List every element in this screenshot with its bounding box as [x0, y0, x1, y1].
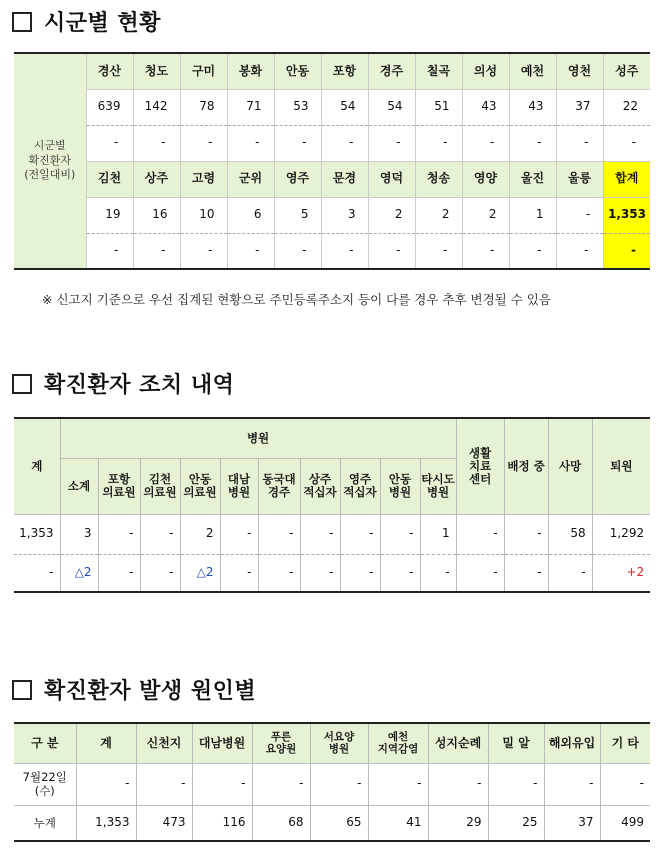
city-change: - [556, 233, 603, 269]
header-line: 의료원 [143, 485, 177, 499]
cell-value: - [380, 514, 420, 554]
cell-change: △2 [180, 554, 220, 592]
row-header-line: 시군별 [33, 138, 66, 152]
city-count: 3 [321, 197, 368, 233]
city-name: 상주 [133, 161, 180, 197]
cell-value: 68 [252, 805, 310, 841]
header-line: 대남병원 [198, 735, 246, 750]
city-change: - [227, 125, 274, 161]
header-discharged: 퇴원 [592, 418, 650, 514]
header-line: 푸른 [270, 730, 292, 743]
header-line: 소계 [67, 478, 91, 493]
header-cause [488, 723, 544, 763]
city-count: 54 [368, 89, 415, 125]
city-name: 예천 [509, 53, 556, 89]
cell-value: 37 [544, 805, 600, 841]
header-hospital-col [258, 458, 300, 514]
city-name: 울진 [509, 161, 556, 197]
city-name: 봉화 [227, 53, 274, 89]
header-cause [544, 723, 600, 763]
city-name: 경산 [86, 53, 133, 89]
header-line: 해외유입 [548, 735, 596, 750]
city-change: - [274, 125, 321, 161]
header-line: 병원 [426, 485, 450, 499]
city-count: 2 [415, 197, 462, 233]
header-cause [136, 723, 192, 763]
header-hospital-col [380, 458, 420, 514]
cell-change: - [220, 554, 258, 592]
city-change: - [415, 233, 462, 269]
header-cause [368, 723, 428, 763]
cell-change: - [258, 554, 300, 592]
header-line: 병원 [388, 485, 412, 499]
cell-value: - [544, 763, 600, 805]
cell-value: - [340, 514, 380, 554]
cell-value: 1,353 [76, 805, 136, 841]
cell-value: - [98, 514, 140, 554]
causes-table [14, 722, 650, 842]
city-name: 영양 [462, 161, 509, 197]
total-change: - [603, 233, 650, 269]
cell-change: - [380, 554, 420, 592]
section-title-region [12, 6, 161, 37]
date-line: (수) [34, 784, 55, 798]
header-line: 영주 [348, 472, 372, 487]
city-count: 5 [274, 197, 321, 233]
city-change: - [603, 125, 650, 161]
city-count: 1 [509, 197, 556, 233]
header-hospital-col [340, 458, 380, 514]
header-line: 상주 [308, 472, 332, 487]
header-line: 센터 [468, 471, 492, 486]
city-count: 19 [86, 197, 133, 233]
city-name: 군위 [227, 161, 274, 197]
city-name: 영덕 [368, 161, 415, 197]
city-change: - [509, 233, 556, 269]
city-name: 영주 [274, 161, 321, 197]
city-count: 78 [180, 89, 227, 125]
cell-value: 1,292 [592, 514, 650, 554]
header-line: 대남 [227, 472, 251, 487]
cell-value: - [192, 763, 252, 805]
cell-value: 3 [60, 514, 98, 554]
city-change: - [133, 125, 180, 161]
cell-value: - [600, 763, 650, 805]
city-name: 김천 [86, 161, 133, 197]
header-hospital-col [300, 458, 340, 514]
cell-value: 473 [136, 805, 192, 841]
header-hospital-col [420, 458, 456, 514]
city-count: 22 [603, 89, 650, 125]
header-line: 밀 알 [502, 735, 530, 750]
city-change: - [509, 125, 556, 161]
cell-value: - [136, 763, 192, 805]
header-living-center [456, 418, 504, 514]
city-change: - [321, 125, 368, 161]
city-count: 51 [415, 89, 462, 125]
row-header-cell [14, 53, 86, 269]
cell-value: - [140, 514, 180, 554]
checkbox-square-icon [12, 374, 32, 394]
city-change: - [415, 125, 462, 161]
header-hospital-col [98, 458, 140, 514]
header-line: 적십자 [303, 485, 337, 499]
city-count: 10 [180, 197, 227, 233]
city-count: 2 [368, 197, 415, 233]
cell-change: - [98, 554, 140, 592]
header-line: 기 타 [611, 735, 639, 750]
section-title-measures [12, 368, 234, 399]
city-count: 639 [86, 89, 133, 125]
header-line: 동국대 [262, 472, 296, 487]
city-count: 6 [227, 197, 274, 233]
city-change: - [368, 125, 415, 161]
cell-value: - [504, 514, 548, 554]
header-line: 안동 [188, 472, 212, 487]
header-line: 안동 [388, 472, 412, 487]
section-title-causes [12, 674, 256, 705]
section-title-text: 확진환자 조치 내역 [44, 373, 235, 398]
city-name: 의성 [462, 53, 509, 89]
header-line: 김천 [148, 472, 172, 487]
cell-value: - [300, 514, 340, 554]
cell-change: - [340, 554, 380, 592]
city-count: 37 [556, 89, 603, 125]
cell-change: - [456, 554, 504, 592]
cell-value: - [220, 514, 258, 554]
total-count: 1,353 [603, 197, 650, 233]
header-line: 신천지 [146, 735, 182, 750]
header-line: 치료 [468, 458, 492, 473]
header-assigning: 배정 중 [504, 418, 548, 514]
header-line: 구 분 [31, 735, 59, 750]
header-line: 생활 [468, 446, 492, 461]
city-count: - [556, 197, 603, 233]
cell-value: 2 [180, 514, 220, 554]
header-line: 포항 [107, 472, 131, 487]
measures-table [14, 417, 650, 593]
city-name: 구미 [180, 53, 227, 89]
city-change: - [462, 233, 509, 269]
row-header-line: (전일대비) [24, 168, 76, 182]
header-hospital-col [180, 458, 220, 514]
row-label-date [14, 763, 76, 805]
city-count: 2 [462, 197, 509, 233]
city-count: 71 [227, 89, 274, 125]
header-hospital-col [140, 458, 180, 514]
cell-change: △2 [60, 554, 98, 592]
header-line: 병원 [227, 485, 251, 499]
cell-value: 25 [488, 805, 544, 841]
header-death: 사망 [548, 418, 592, 514]
city-name: 경주 [368, 53, 415, 89]
header-line: 의료원 [183, 485, 217, 499]
total-header: 합계 [603, 161, 650, 197]
date-line: 7월22일 [22, 769, 67, 784]
checkbox-square-icon [12, 12, 32, 32]
city-count: 16 [133, 197, 180, 233]
header-line: 지역감염 [377, 743, 419, 756]
city-count: 142 [133, 89, 180, 125]
header-line: 타시도 [421, 472, 455, 487]
header-line: 요양원 [265, 743, 297, 756]
header-line: 적십자 [343, 485, 377, 499]
table-row [14, 763, 650, 805]
header-cause [252, 723, 310, 763]
header-line: 의료원 [102, 485, 136, 499]
cell-change: - [140, 554, 180, 592]
cell-value: - [488, 763, 544, 805]
city-change: - [462, 125, 509, 161]
header-line: 서요양 [323, 730, 355, 743]
cell-value: - [456, 514, 504, 554]
city-name: 칠곡 [415, 53, 462, 89]
cell-value: 58 [548, 514, 592, 554]
cell-change: - [14, 554, 60, 592]
cell-change: - [420, 554, 456, 592]
header-total [76, 723, 136, 763]
city-name: 청도 [133, 53, 180, 89]
header-cause [600, 723, 650, 763]
cell-value: - [428, 763, 488, 805]
cell-change: - [300, 554, 340, 592]
cell-value: 116 [192, 805, 252, 841]
city-name: 청송 [415, 161, 462, 197]
row-header-line: 확진환자 [28, 153, 71, 167]
table-row [14, 805, 650, 841]
city-change: - [133, 233, 180, 269]
section-title-text: 시군별 현황 [44, 11, 161, 36]
city-count: 54 [321, 89, 368, 125]
footnote: ※ 신고지 기준으로 우선 집계된 현황으로 주민등록주소지 등이 다를 경우 추후 변경될 수 있음 [42, 292, 551, 307]
cell-value: - [76, 763, 136, 805]
header-cause [192, 723, 252, 763]
checkbox-square-icon [12, 680, 32, 700]
header-hospital-col [220, 458, 258, 514]
cell-value: 1,353 [14, 514, 60, 554]
city-name: 영천 [556, 53, 603, 89]
header-line: 예천 [387, 730, 409, 743]
header-cause [428, 723, 488, 763]
header-category [14, 723, 76, 763]
city-name: 포항 [321, 53, 368, 89]
city-change: - [321, 233, 368, 269]
header-total: 계 [14, 418, 60, 514]
header-line: 계 [100, 735, 112, 750]
city-name: 울릉 [556, 161, 603, 197]
table-row [14, 554, 650, 592]
city-change: - [86, 233, 133, 269]
city-count: 53 [274, 89, 321, 125]
city-name: 성주 [603, 53, 650, 89]
cell-value: - [368, 763, 428, 805]
city-name: 고령 [180, 161, 227, 197]
cell-change: - [504, 554, 548, 592]
cell-change: - [548, 554, 592, 592]
city-name: 문경 [321, 161, 368, 197]
cell-value: 29 [428, 805, 488, 841]
city-change: - [180, 125, 227, 161]
city-change: - [227, 233, 274, 269]
city-count: 43 [462, 89, 509, 125]
cell-value: - [310, 763, 368, 805]
city-change: - [556, 125, 603, 161]
cell-value: 41 [368, 805, 428, 841]
city-change: - [274, 233, 321, 269]
cell-value: 1 [420, 514, 456, 554]
city-change: - [368, 233, 415, 269]
header-line: 병원 [328, 743, 350, 756]
table-row [14, 514, 650, 554]
cell-value: 65 [310, 805, 368, 841]
city-change: - [86, 125, 133, 161]
cell-change: +2 [592, 554, 650, 592]
city-change: - [180, 233, 227, 269]
header-line: 성지순례 [434, 735, 482, 750]
header-hospital: 병원 [60, 418, 456, 458]
header-line: 경주 [267, 485, 291, 499]
region-cases-table [14, 52, 650, 270]
city-name: 안동 [274, 53, 321, 89]
section-title-text: 확진환자 발생 원인별 [44, 679, 257, 704]
cell-value: - [258, 514, 300, 554]
header-subtotal [60, 458, 98, 514]
cell-value: - [252, 763, 310, 805]
city-count: 43 [509, 89, 556, 125]
row-label-cumulative: 누계 [14, 805, 76, 841]
cell-value: 499 [600, 805, 650, 841]
header-cause [310, 723, 368, 763]
